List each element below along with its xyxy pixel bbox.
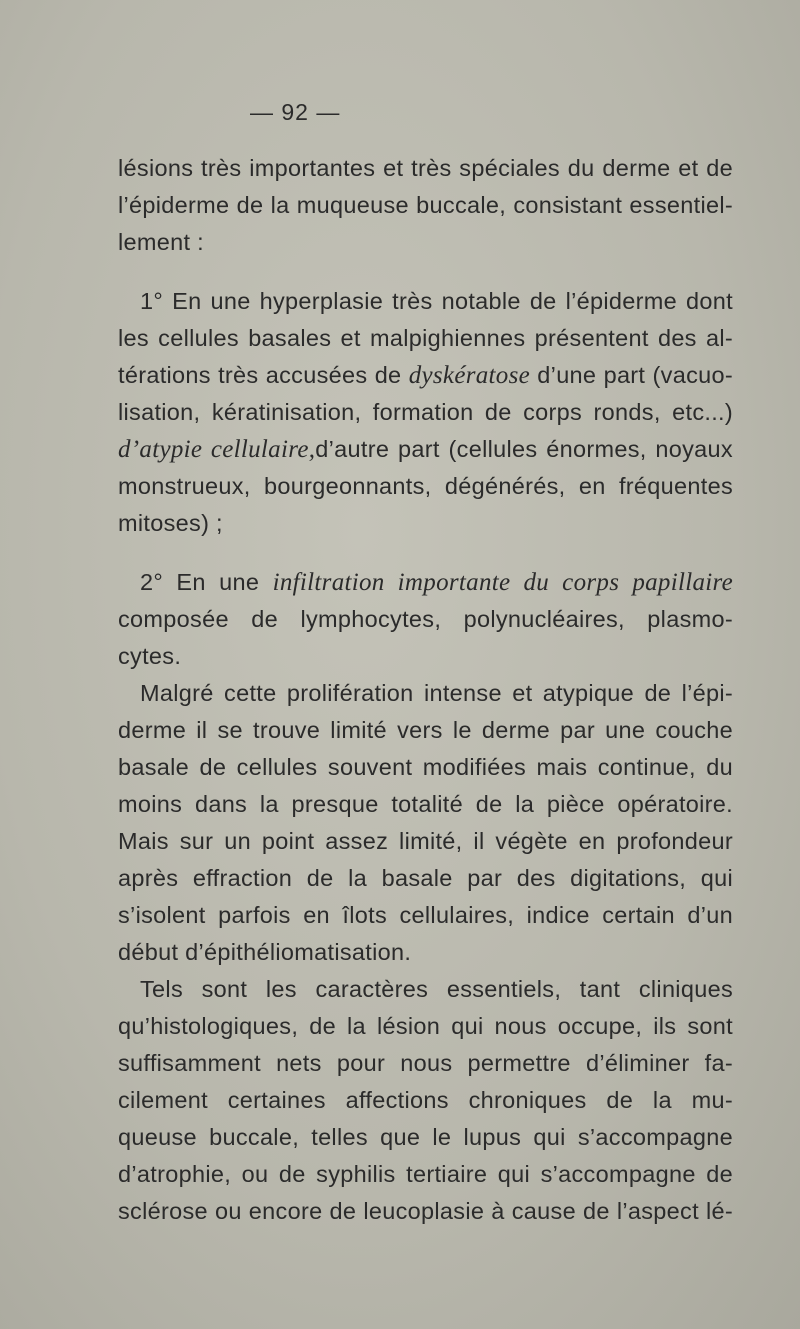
text-line: basale de cellules souvent modifiées mais continue, du [118,754,733,780]
italic-term: infiltration importante du corps papillaire [272,569,734,596]
text-line: Malgré cette prolifération intense et atypique de l’épi- [140,680,733,706]
text-line: térations très accusées de dyskératose d’une part (vacuo- [118,362,733,389]
text-line: l’épiderme de la muqueuse buccale, consistant essentiel- [118,192,733,218]
text-line: cilement certaines affections chroniques de la mu- [118,1087,733,1113]
text-line: d’atypie cellulaire,d’autre part (cellules énormes, noyaux [118,436,733,463]
text-line: composée de lymphocytes, polynucléaires, plasmo- [118,606,733,632]
text-line: les cellules basales et malpighiennes présentent des al- [118,325,733,351]
text-line: Tels sont les caractères essentiels, tant cliniques [140,976,733,1002]
page-number: — 92 — [250,99,341,125]
text-line: qu’histologiques, de la lésion qui nous occupe, ils sont [118,1013,733,1039]
text-line: lement : [118,229,204,255]
text-line: queuse buccale, telles que le lupus qui s’accompagne [118,1124,733,1150]
text-line: s’isolent parfois en îlots cellulaires, indice certain d’un [118,902,733,928]
text-line: derme il se trouve limité vers le derme par une couche [118,717,733,743]
text-line: mitoses) ; [118,510,223,536]
text-line: 1° En une hyperplasie très notable de l’épiderme dont [140,288,733,314]
text-line: après effraction de la basale par des digitations, qui [118,865,733,891]
page-body [118,0,733,1329]
text-line: suffisamment nets pour nous permettre d’éliminer fa- [118,1050,733,1076]
text-line: sclérose ou encore de leucoplasie à cause de l’aspect lé- [118,1198,733,1224]
italic-term: dyskératose [408,362,531,389]
text-line: monstrueux, bourgeonnants, dégénérés, en fréquentes [118,473,733,499]
text-line: lésions très importantes et très spéciales du derme et de [118,155,733,181]
text-line: début d’épithéliomatisation. [118,939,412,965]
text-line: 2° En une infiltration importante du corps papillaire [140,569,734,596]
text-line: Mais sur un point assez limité, il végète en profondeur [118,828,733,854]
text-line: moins dans la presque totalité de la pièce opératoire. [118,791,733,817]
text-line: cytes. [118,643,182,669]
italic-term: d’atypie cellulaire, [118,436,316,463]
text-line: lisation, kératinisation, formation de corps ronds, etc...) [118,399,733,425]
text-line: d’atrophie, ou de syphilis tertiaire qui s’accompagne de [118,1161,733,1187]
